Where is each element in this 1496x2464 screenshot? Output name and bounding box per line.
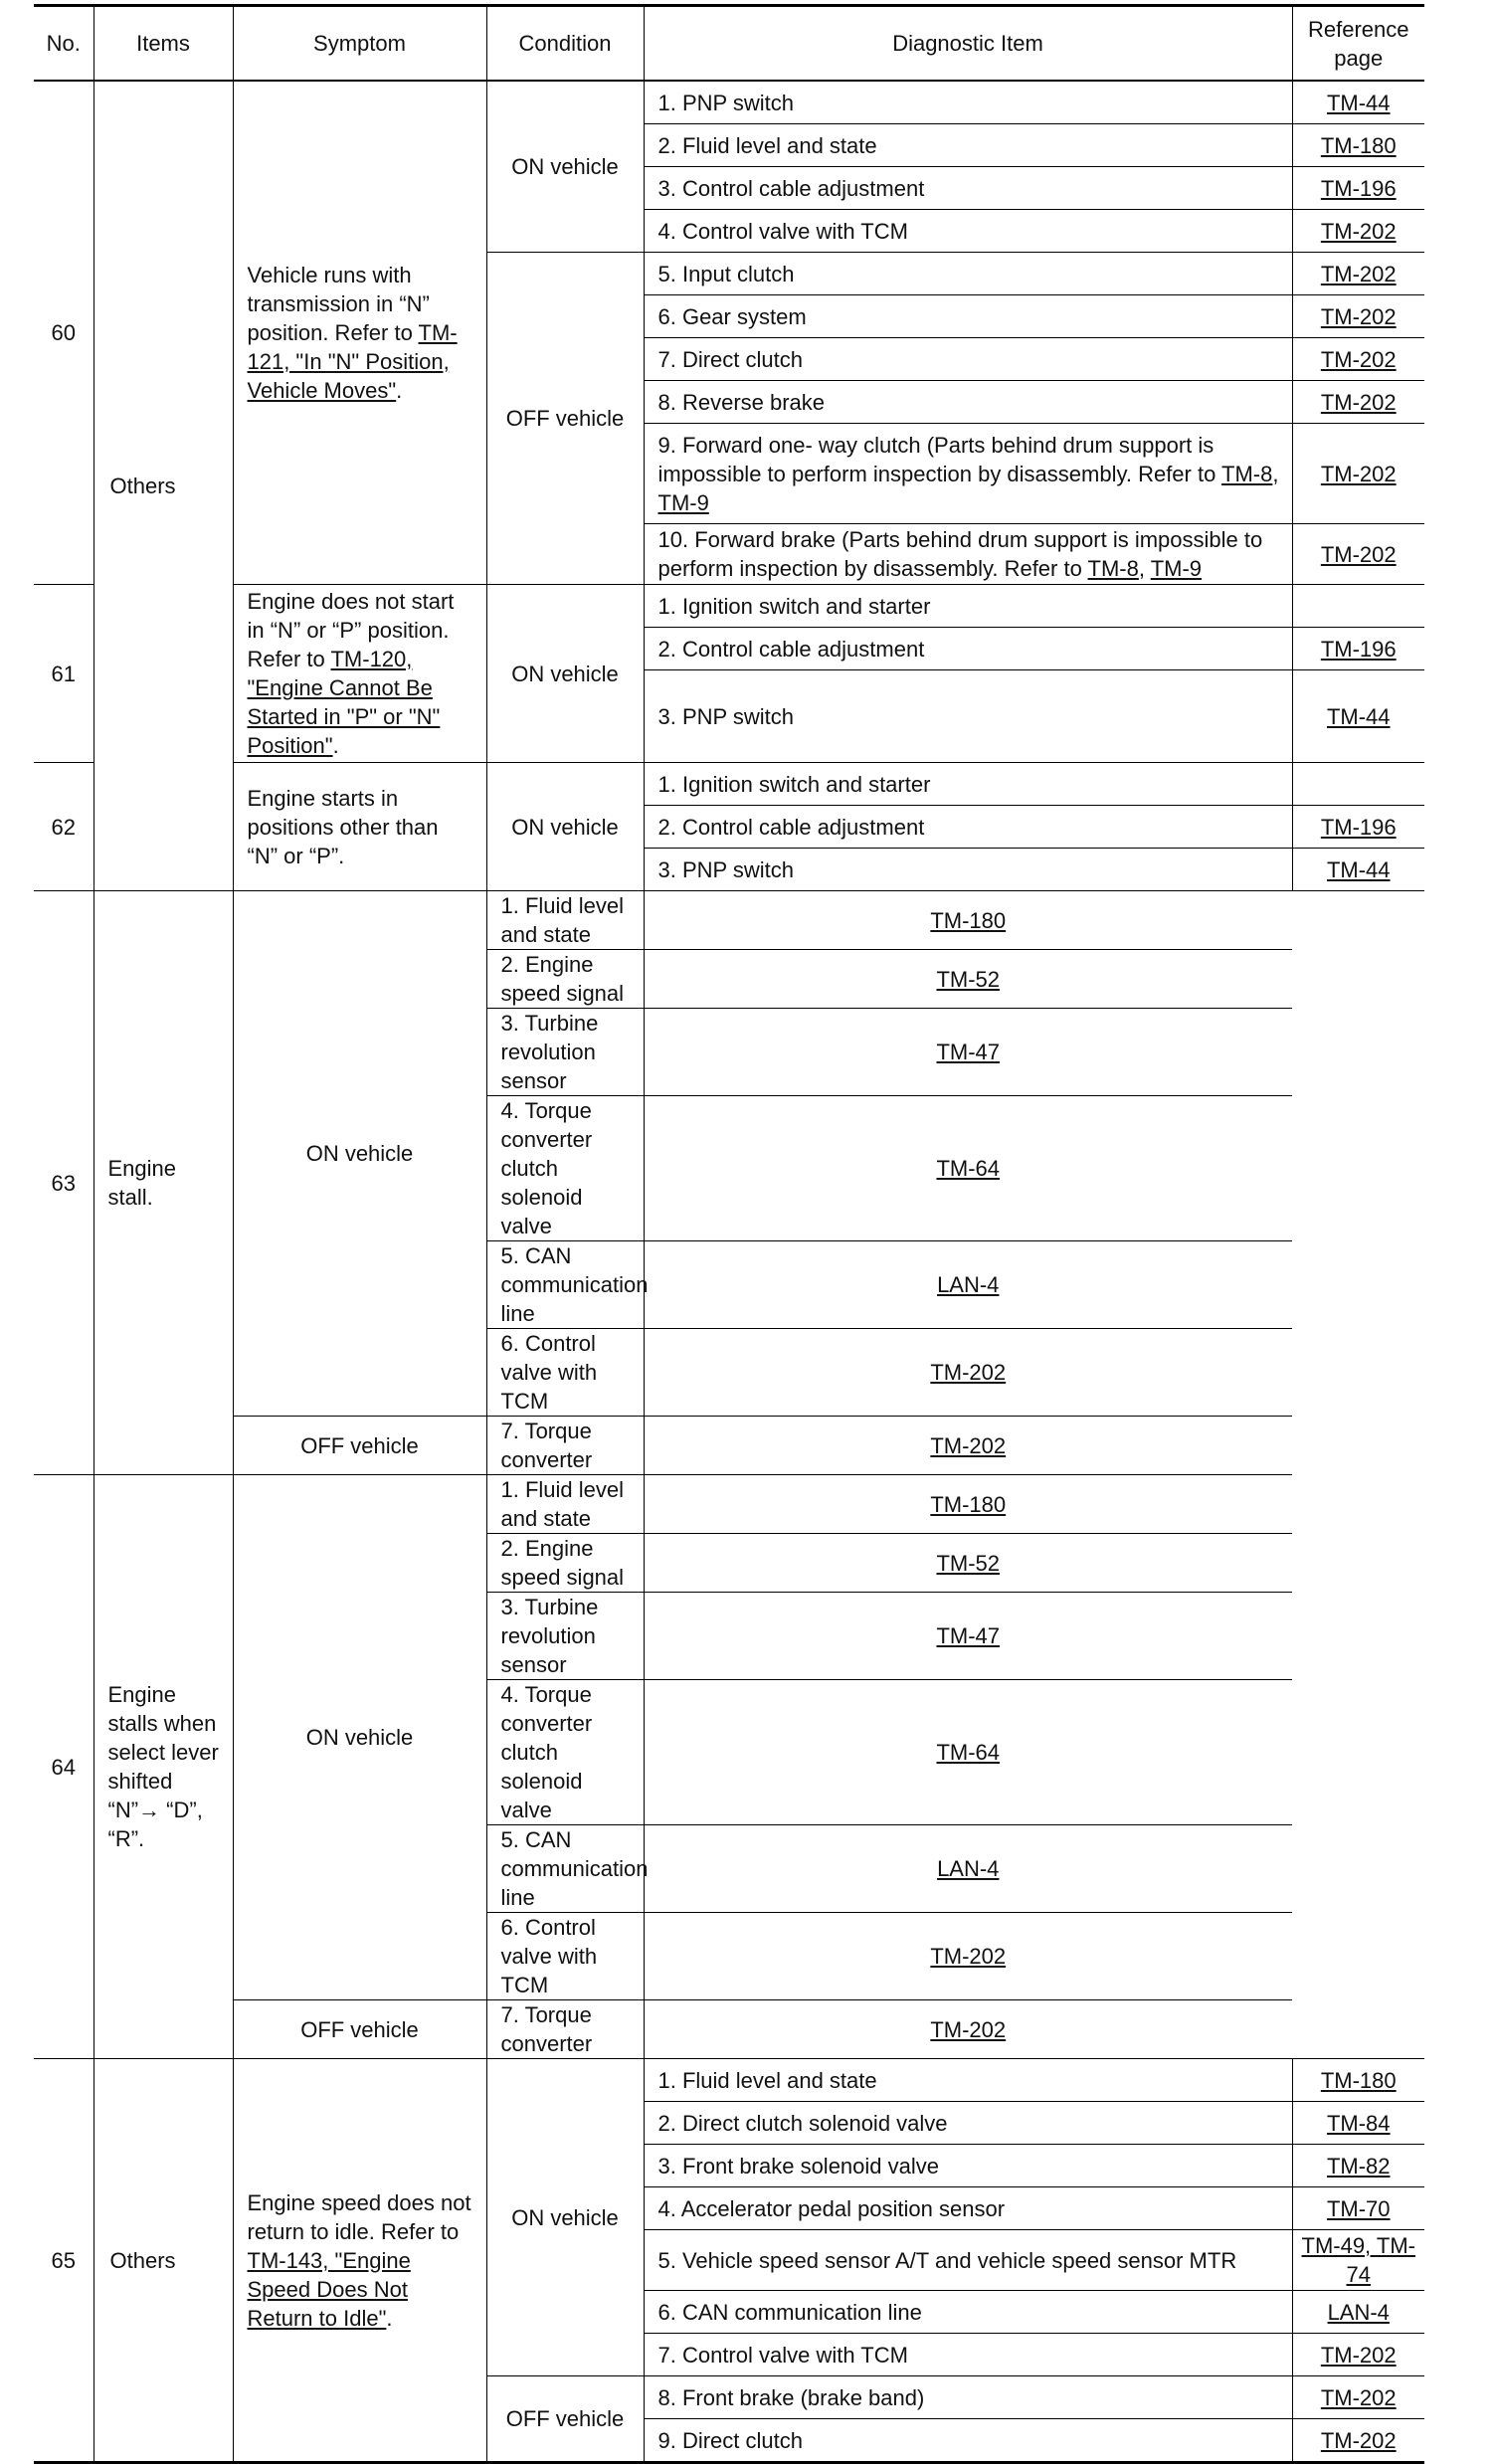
diagnostic-item: 1. Fluid level and state (486, 891, 644, 950)
reference-link[interactable]: TM-70 (1326, 2195, 1391, 2221)
reference-link[interactable]: LAN-4 (937, 1856, 1000, 1881)
reference-link[interactable]: TM-84 (1326, 2110, 1391, 2136)
reference-cell (644, 2000, 1292, 2059)
condition-cell: ON vehicle (233, 891, 486, 1417)
diagnostic-item: 3. Turbine revolution sensor (486, 1009, 644, 1096)
reference-link[interactable]: TM-44 (1326, 856, 1391, 882)
reference-link[interactable]: TM-202 (930, 1360, 1007, 1385)
diagnostic-item (644, 524, 1292, 585)
inline-link[interactable]: TM-8 (1087, 556, 1139, 581)
reference-cell (1292, 2334, 1424, 2376)
row-number: 65 (34, 2059, 94, 2463)
diagnostic-item: 8. Reverse brake (644, 381, 1292, 424)
reference-link[interactable]: TM-64 (936, 1156, 1001, 1181)
diagnostic-item: 4. Torque converter clutch solenoid valve (486, 1680, 644, 1825)
reference-cell (1292, 2059, 1424, 2102)
reference-cell (1292, 2419, 1424, 2463)
condition-cell: OFF vehicle (233, 1417, 486, 1475)
reference-cell (644, 1913, 1292, 2000)
diagnostic-item: 3. Turbine revolution sensor (486, 1593, 644, 1680)
diagnostic-item: 4. Accelerator pedal position sensor (644, 2187, 1292, 2230)
condition-cell: OFF vehicle (486, 253, 644, 585)
diagnostic-item: 4. Torque converter clutch solenoid valve (486, 1096, 644, 1241)
reference-cell (1292, 253, 1424, 295)
reference-link[interactable]: TM-202 (1320, 541, 1397, 567)
reference-cell (644, 891, 1292, 950)
diagnostic-item (644, 424, 1292, 524)
table-header-row (34, 6, 1424, 82)
reference-link[interactable]: TM-202 (1320, 2384, 1397, 2410)
reference-cell (1292, 2376, 1424, 2419)
row-number: 61 (34, 585, 94, 763)
diagnostic-item: 5. Input clutch (644, 253, 1292, 295)
reference-cell (1292, 2187, 1424, 2230)
diagnostic-item: 1. Ignition switch and starter (644, 763, 1292, 806)
diagnostic-item: 2. Engine speed signal (486, 950, 644, 1009)
symptom-end: . (396, 378, 403, 403)
diagnostic-item: 8. Front brake (brake band) (644, 2376, 1292, 2419)
diagnostic-item: 6. CAN communication line (644, 2291, 1292, 2334)
diagnostic-item: 5. Vehicle speed sensor A/T and vehicle speed sensor MTR (644, 2230, 1292, 2291)
reference-link[interactable]: TM-202 (1320, 303, 1397, 329)
reference-link[interactable]: TM-180 (930, 1491, 1007, 1517)
diagnostic-item: 7. Control valve with TCM (644, 2334, 1292, 2376)
inline-link[interactable]: TM-9 (1150, 556, 1203, 581)
table-row (34, 1475, 1424, 1534)
diagnostic-item: 1. Ignition switch and starter (644, 585, 1292, 628)
reference-cell (644, 1680, 1292, 1825)
reference-link[interactable]: TM-202 (1320, 346, 1397, 372)
reference-link[interactable]: TM-44 (1326, 90, 1391, 115)
reference-link[interactable]: TM-47 (936, 1623, 1001, 1648)
condition-cell: ON vehicle (486, 585, 644, 763)
reference-cell (1292, 763, 1424, 806)
diagnostic-item: 2. Fluid level and state (644, 124, 1292, 167)
reference-link[interactable]: TM-196 (1320, 814, 1397, 840)
diagnostic-item: 3. PNP switch (644, 849, 1292, 891)
reference-cell (1292, 338, 1424, 381)
condition-cell: OFF vehicle (233, 2000, 486, 2059)
reference-cell (1292, 295, 1424, 338)
diagnostic-item: 1. Fluid level and state (486, 1475, 644, 1534)
symptom-link[interactable]: TM-121, "In "N" Position, Vehicle Moves" (247, 320, 458, 403)
diagnostic-item: 9. Direct clutch (644, 2419, 1292, 2463)
link-separator: , (1272, 461, 1279, 486)
reference-cell (644, 1534, 1292, 1593)
reference-cell (644, 950, 1292, 1009)
items-cell: Others (94, 81, 233, 891)
symptom-cell (233, 81, 486, 585)
reference-cell (644, 1329, 1292, 1417)
reference-link[interactable]: TM-202 (1320, 389, 1397, 415)
header-condition: Condition (486, 6, 644, 82)
symptom-text: Vehicle runs with transmission in “N” position. Refer to (247, 263, 430, 345)
reference-cell (1292, 167, 1424, 210)
diagnostic-item: 7. Direct clutch (644, 338, 1292, 381)
diagnosis-table (34, 4, 1424, 2464)
reference-link[interactable]: TM-52 (936, 966, 1001, 992)
reference-link[interactable]: TM-202 (1320, 261, 1397, 286)
reference-link[interactable]: TM-196 (1320, 636, 1397, 662)
reference-cell (1292, 124, 1424, 167)
table-row (34, 585, 1424, 628)
symptom-cell: Engine stalls when select lever shifted “N”→ “D”, “R”. (94, 1475, 233, 2059)
reference-link[interactable]: TM-44 (1326, 703, 1391, 729)
reference-cell (644, 1825, 1292, 1913)
reference-link[interactable]: TM-196 (1320, 175, 1397, 201)
diagnostic-item: 7. Torque converter (486, 1417, 644, 1475)
reference-link[interactable]: LAN-4 (937, 1272, 1000, 1297)
diagnostic-item: 2. Control cable adjustment (644, 628, 1292, 670)
header-items: Items (94, 6, 233, 82)
diagnostic-item: 5. CAN communication line (486, 1241, 644, 1329)
reference-cell (644, 1009, 1292, 1096)
diagnostic-item: 2. Control cable adjustment (644, 806, 1292, 849)
header-diagnostic-item: Diagnostic Item (644, 6, 1292, 82)
symptom-link[interactable]: TM-143, "Engine Speed Does Not Return to Idle" (247, 2247, 411, 2331)
reference-cell (1292, 806, 1424, 849)
reference-link[interactable]: TM-49, TM-74 (1301, 2233, 1415, 2287)
reference-cell (644, 1475, 1292, 1534)
reference-link[interactable]: TM-202 (930, 1944, 1007, 1969)
symptom-end: . (386, 2305, 393, 2331)
diagnostic-item: 3. Front brake solenoid valve (644, 2145, 1292, 2187)
reference-link[interactable]: TM-64 (936, 1740, 1001, 1765)
reference-cell (1292, 585, 1424, 628)
reference-cell (1292, 424, 1424, 524)
table-row (34, 1417, 1424, 1475)
diagnostic-text: 9. Forward one- way clutch (Parts behind drum support is impossible to perform inspection by disassembly. Refer to (657, 432, 1222, 486)
reference-cell (644, 1096, 1292, 1241)
items-cell: Others (94, 2059, 233, 2463)
reference-link[interactable]: TM-202 (1320, 2427, 1397, 2453)
reference-cell (1292, 670, 1424, 763)
reference-link[interactable]: TM-52 (936, 1550, 1001, 1576)
condition-cell: ON vehicle (486, 81, 644, 253)
symptom-link[interactable]: TM-120, "Engine Cannot Be Started in "P" or "N" Position" (247, 647, 441, 758)
row-number: 64 (34, 1475, 94, 2059)
reference-link[interactable]: TM-82 (1326, 2153, 1391, 2179)
reference-link[interactable]: TM-180 (1320, 2067, 1397, 2093)
diagnostic-item: 6. Control valve with TCM (486, 1913, 644, 2000)
reference-link[interactable]: TM-202 (1320, 2342, 1397, 2368)
symptom-cell (233, 2059, 486, 2463)
reference-cell (1292, 524, 1424, 585)
condition-cell: OFF vehicle (486, 2376, 644, 2463)
reference-cell (1292, 849, 1424, 891)
row-number: 62 (34, 763, 94, 891)
inline-link[interactable]: TM-8 (1221, 461, 1273, 486)
diagnostic-item: 4. Control valve with TCM (644, 210, 1292, 253)
diagnostic-item: 1. PNP switch (644, 81, 1292, 124)
reference-link[interactable]: TM-202 (930, 1432, 1007, 1458)
diagnostic-item: 2. Engine speed signal (486, 1534, 644, 1593)
symptom-text: Engine speed does not return to idle. Refer to (247, 2189, 471, 2244)
reference-cell (1292, 628, 1424, 670)
reference-cell (1292, 2145, 1424, 2187)
symptom-cell (233, 585, 486, 763)
table-row (34, 2059, 1424, 2102)
diagnostic-item: 2. Direct clutch solenoid valve (644, 2102, 1292, 2145)
table-row (34, 763, 1424, 806)
reference-cell (1292, 81, 1424, 124)
row-number: 60 (34, 81, 94, 585)
reference-link[interactable]: TM-180 (930, 907, 1007, 933)
header-reference-page: Reference page (1292, 6, 1424, 82)
row-number: 63 (34, 891, 94, 1475)
reference-cell (1292, 381, 1424, 424)
symptom-cell: Engine stall. (94, 891, 233, 1475)
reference-link[interactable]: TM-180 (1320, 132, 1397, 158)
reference-link[interactable]: LAN-4 (1327, 2299, 1390, 2325)
table-row (34, 81, 1424, 124)
condition-cell: ON vehicle (486, 763, 644, 891)
diagnostic-item: 1. Fluid level and state (644, 2059, 1292, 2102)
diagnostic-item: 3. PNP switch (644, 670, 1292, 763)
reference-link[interactable]: TM-202 (1320, 218, 1397, 244)
diagnosis-table-page (34, 4, 1424, 2464)
reference-link[interactable]: TM-202 (930, 2016, 1007, 2042)
reference-link[interactable]: TM-47 (936, 1040, 1001, 1064)
table-row (34, 2000, 1424, 2059)
symptom-end: . (332, 733, 339, 758)
diagnostic-text: 10. Forward brake (Parts behind drum support is impossible to perform inspection by disassembly. Refer to (657, 527, 1263, 581)
reference-cell (1292, 2102, 1424, 2145)
diagnostic-item: 5. CAN communication line (486, 1825, 644, 1913)
reference-link[interactable]: TM-202 (1320, 461, 1397, 486)
diagnostic-item: 6. Gear system (644, 295, 1292, 338)
reference-cell (644, 1241, 1292, 1329)
inline-link[interactable]: TM-9 (657, 489, 709, 515)
condition-cell: ON vehicle (233, 1475, 486, 2000)
diagnostic-item: 6. Control valve with TCM (486, 1329, 644, 1417)
diagnostic-item: 3. Control cable adjustment (644, 167, 1292, 210)
symptom-text: Engine does not start in “N” or “P” position. Refer to (247, 589, 455, 671)
header-no: No. (34, 6, 94, 82)
diagnostic-item: 7. Torque converter (486, 2000, 644, 2059)
reference-cell (1292, 2291, 1424, 2334)
table-row (34, 891, 1424, 950)
reference-cell (644, 1593, 1292, 1680)
symptom-cell: Engine starts in positions other than “N” or “P”. (233, 763, 486, 891)
reference-cell (1292, 210, 1424, 253)
reference-cell (644, 1417, 1292, 1475)
header-symptom: Symptom (233, 6, 486, 82)
reference-cell (1292, 2230, 1424, 2291)
link-separator: , (1138, 556, 1151, 581)
condition-cell: ON vehicle (486, 2059, 644, 2376)
